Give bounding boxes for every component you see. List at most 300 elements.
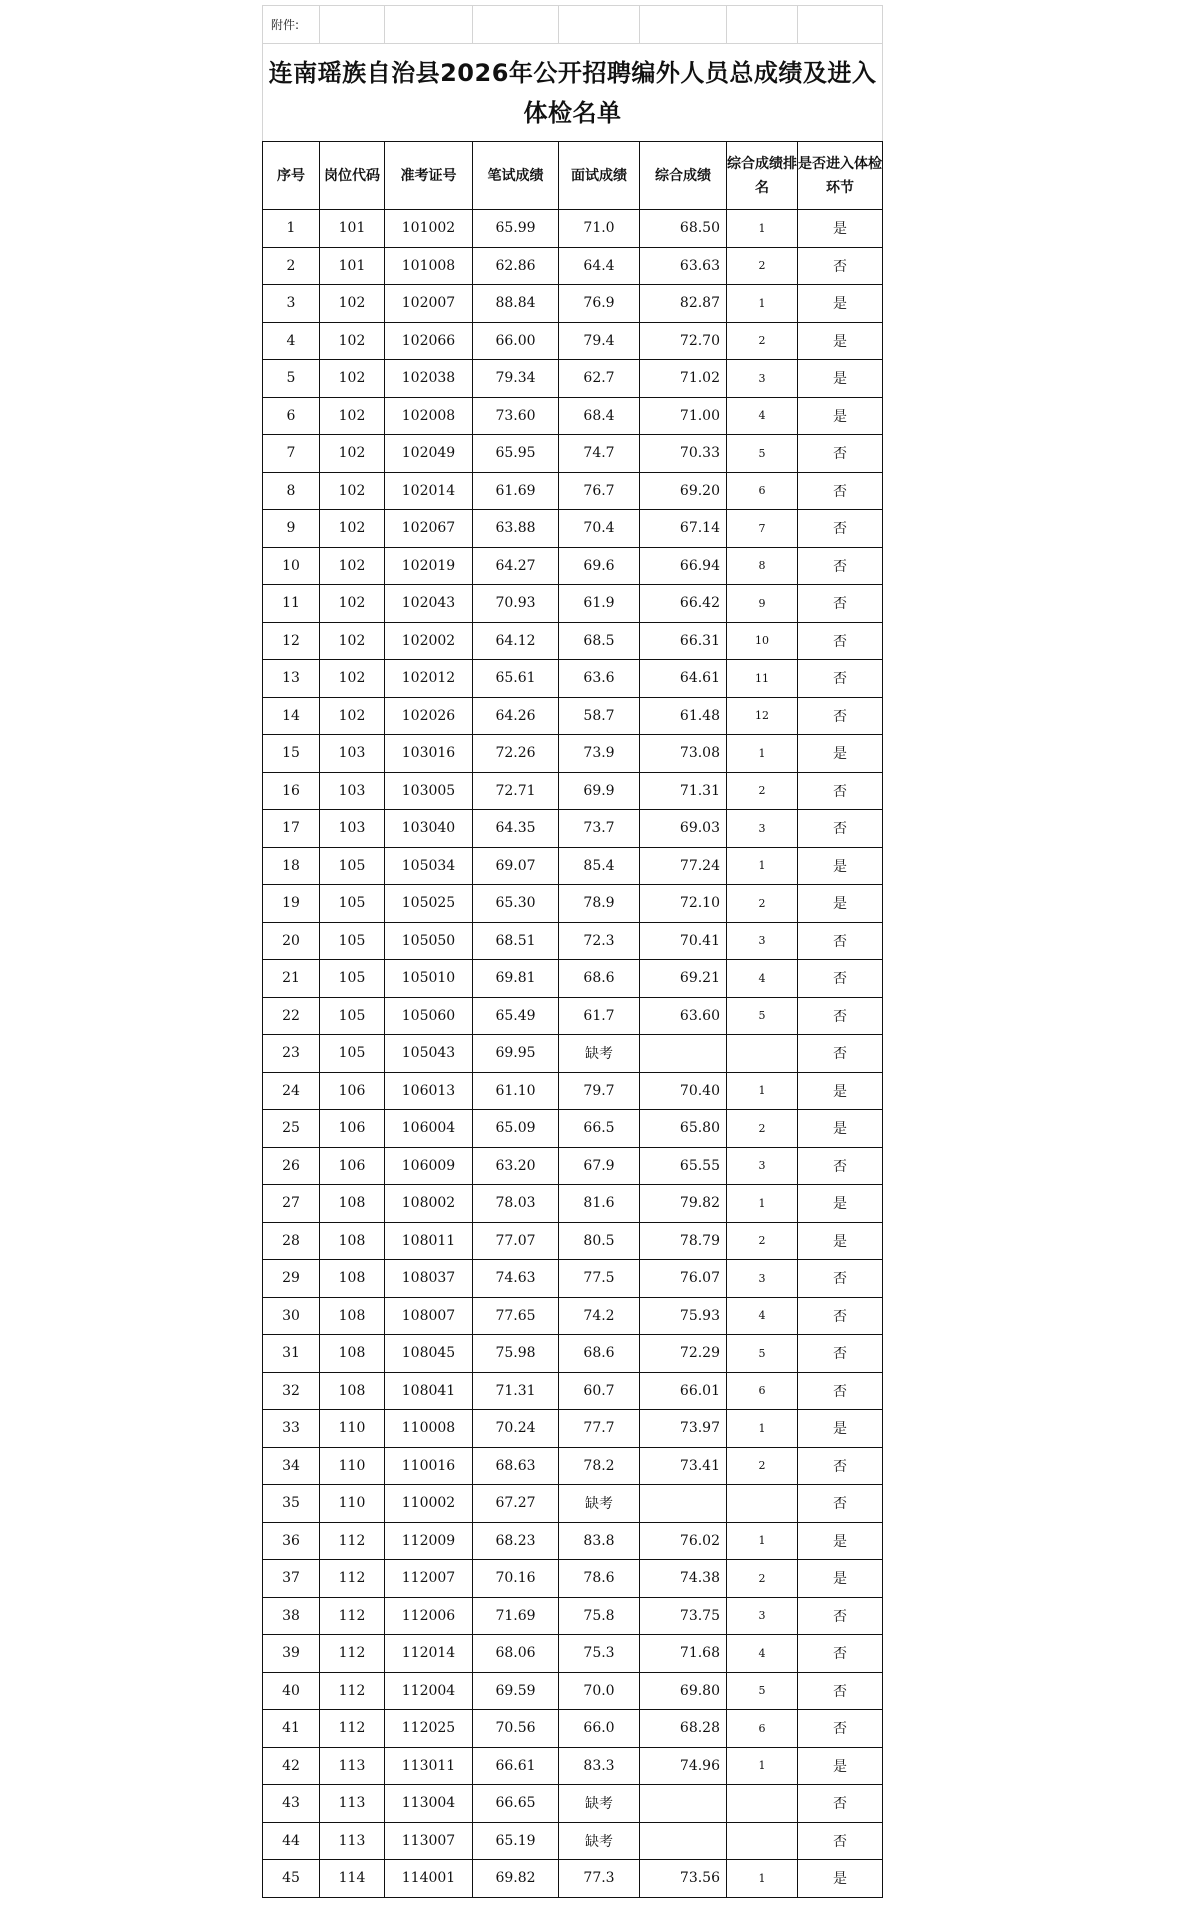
- cell-interview-score: 79.4: [559, 322, 640, 360]
- cell-rank: 4: [727, 1297, 798, 1335]
- cell-rank: 10: [727, 622, 798, 660]
- table-row: [263, 1297, 883, 1335]
- cell-rank: 7: [727, 510, 798, 548]
- cell-no: 1: [263, 210, 320, 248]
- table-row: [263, 585, 883, 623]
- cell-rank: 5: [727, 435, 798, 473]
- cell-interview-score: 74.2: [559, 1297, 640, 1335]
- cell-total-score: 66.31: [640, 622, 727, 660]
- table-row: [263, 1822, 883, 1860]
- cell-ticket-number: 103040: [385, 810, 473, 848]
- table-row: [263, 247, 883, 285]
- cell-medical-check: 否: [798, 810, 883, 848]
- cell-medical-check: 是: [798, 1072, 883, 1110]
- table-row: [263, 960, 883, 998]
- cell-total-score: 72.29: [640, 1335, 727, 1373]
- cell-ticket-number: 106013: [385, 1072, 473, 1110]
- cell-written-score: 63.88: [473, 510, 559, 548]
- cell-no: 34: [263, 1447, 320, 1485]
- cell-interview-score: 60.7: [559, 1372, 640, 1410]
- cell-post-code: 102: [320, 585, 385, 623]
- cell-interview-score: 68.6: [559, 960, 640, 998]
- cell-no: 31: [263, 1335, 320, 1373]
- cell-total-score: 66.42: [640, 585, 727, 623]
- cell-no: 25: [263, 1110, 320, 1148]
- cell-written-score: 72.26: [473, 735, 559, 773]
- table-row: [263, 772, 883, 810]
- cell-ticket-number: 110016: [385, 1447, 473, 1485]
- cell-post-code: 110: [320, 1485, 385, 1523]
- table-row: [263, 322, 883, 360]
- cell-post-code: 103: [320, 735, 385, 773]
- table-row: [263, 1672, 883, 1710]
- cell-interview-score: 缺考: [559, 1822, 640, 1860]
- cell-no: 38: [263, 1597, 320, 1635]
- cell-ticket-number: 102038: [385, 360, 473, 398]
- cell-rank: [727, 1485, 798, 1523]
- cell-post-code: 102: [320, 697, 385, 735]
- cell-written-score: 69.95: [473, 1035, 559, 1073]
- table-row: [263, 847, 883, 885]
- cell-interview-score: 75.8: [559, 1597, 640, 1635]
- cell-ticket-number: 101002: [385, 210, 473, 248]
- cell-interview-score: 73.9: [559, 735, 640, 773]
- cell-medical-check: 否: [798, 472, 883, 510]
- table-row: [263, 1035, 883, 1073]
- cell-post-code: 110: [320, 1410, 385, 1448]
- table-row: [263, 735, 883, 773]
- cell-ticket-number: 105025: [385, 885, 473, 923]
- cell-ticket-number: 108045: [385, 1335, 473, 1373]
- cell-no: 39: [263, 1635, 320, 1673]
- document-header: [263, 6, 883, 142]
- table-row: [263, 697, 883, 735]
- cell-ticket-number: 103016: [385, 735, 473, 773]
- cell-medical-check: 是: [798, 1410, 883, 1448]
- cell-medical-check: 否: [798, 585, 883, 623]
- cell-medical-check: 是: [798, 1860, 883, 1898]
- cell-written-score: 77.65: [473, 1297, 559, 1335]
- cell-rank: 5: [727, 1672, 798, 1710]
- cell-rank: 4: [727, 397, 798, 435]
- cell-post-code: 112: [320, 1560, 385, 1598]
- table-row: [263, 510, 883, 548]
- cell-rank: 3: [727, 1597, 798, 1635]
- cell-post-code: 112: [320, 1710, 385, 1748]
- cell-no: 43: [263, 1785, 320, 1823]
- cell-medical-check: 是: [798, 847, 883, 885]
- cell-interview-score: 83.3: [559, 1747, 640, 1785]
- cell-post-code: 108: [320, 1335, 385, 1373]
- cell-written-score: 69.82: [473, 1860, 559, 1898]
- cell-written-score: 65.99: [473, 210, 559, 248]
- cell-written-score: 72.71: [473, 772, 559, 810]
- cell-post-code: 112: [320, 1522, 385, 1560]
- cell-total-score: 75.93: [640, 1297, 727, 1335]
- cell-no: 12: [263, 622, 320, 660]
- cell-no: 3: [263, 285, 320, 323]
- cell-total-score: 71.31: [640, 772, 727, 810]
- cell-post-code: 102: [320, 360, 385, 398]
- cell-post-code: 102: [320, 322, 385, 360]
- cell-written-score: 69.07: [473, 847, 559, 885]
- cell-total-score: 66.94: [640, 547, 727, 585]
- cell-written-score: 88.84: [473, 285, 559, 323]
- cell-post-code: 101: [320, 210, 385, 248]
- cell-rank: 2: [727, 1222, 798, 1260]
- cell-medical-check: 是: [798, 1222, 883, 1260]
- cell-interview-score: 缺考: [559, 1485, 640, 1523]
- cell-rank: 2: [727, 1560, 798, 1598]
- table-row: [263, 1147, 883, 1185]
- table-row: [263, 1410, 883, 1448]
- cell-ticket-number: 108041: [385, 1372, 473, 1410]
- cell-interview-score: 67.9: [559, 1147, 640, 1185]
- cell-rank: 3: [727, 360, 798, 398]
- cell-rank: 2: [727, 772, 798, 810]
- cell-post-code: 102: [320, 660, 385, 698]
- cell-no: 20: [263, 922, 320, 960]
- cell-post-code: 103: [320, 810, 385, 848]
- table-row: [263, 435, 883, 473]
- cell-post-code: 105: [320, 885, 385, 923]
- cell-no: 29: [263, 1260, 320, 1298]
- cell-no: 11: [263, 585, 320, 623]
- table-row: [263, 472, 883, 510]
- cell-interview-score: 85.4: [559, 847, 640, 885]
- table-row: [263, 1372, 883, 1410]
- cell-interview-score: 68.4: [559, 397, 640, 435]
- cell-no: 7: [263, 435, 320, 473]
- cell-ticket-number: 105050: [385, 922, 473, 960]
- cell-interview-score: 81.6: [559, 1185, 640, 1223]
- cell-ticket-number: 102049: [385, 435, 473, 473]
- table-row: [263, 1747, 883, 1785]
- table-row: [263, 1597, 883, 1635]
- cell-no: 41: [263, 1710, 320, 1748]
- table-row: [263, 397, 883, 435]
- cell-no: 19: [263, 885, 320, 923]
- cell-medical-check: 否: [798, 1447, 883, 1485]
- cell-post-code: 102: [320, 285, 385, 323]
- cell-written-score: 75.98: [473, 1335, 559, 1373]
- cell-ticket-number: 103005: [385, 772, 473, 810]
- empty-cell: [559, 6, 640, 44]
- column-header-total: 综合成绩: [640, 142, 727, 210]
- cell-written-score: 65.49: [473, 997, 559, 1035]
- cell-total-score: 70.33: [640, 435, 727, 473]
- cell-post-code: 112: [320, 1597, 385, 1635]
- cell-total-score: 69.80: [640, 1672, 727, 1710]
- cell-no: 35: [263, 1485, 320, 1523]
- cell-medical-check: 否: [798, 1822, 883, 1860]
- table-row: [263, 1860, 883, 1898]
- cell-rank: 4: [727, 1635, 798, 1673]
- cell-interview-score: 64.4: [559, 247, 640, 285]
- cell-medical-check: 是: [798, 1185, 883, 1223]
- cell-post-code: 102: [320, 622, 385, 660]
- cell-post-code: 108: [320, 1185, 385, 1223]
- cell-no: 13: [263, 660, 320, 698]
- cell-interview-score: 71.0: [559, 210, 640, 248]
- table-row: [263, 885, 883, 923]
- cell-ticket-number: 110002: [385, 1485, 473, 1523]
- table-row: [263, 1560, 883, 1598]
- cell-ticket-number: 112004: [385, 1672, 473, 1710]
- cell-interview-score: 77.3: [559, 1860, 640, 1898]
- cell-no: 15: [263, 735, 320, 773]
- cell-written-score: 70.24: [473, 1410, 559, 1448]
- cell-ticket-number: 102067: [385, 510, 473, 548]
- cell-total-score: 77.24: [640, 847, 727, 885]
- cell-total-score: 63.60: [640, 997, 727, 1035]
- cell-total-score: 68.28: [640, 1710, 727, 1748]
- attachment-label: 附件:: [263, 6, 320, 44]
- cell-interview-score: 66.5: [559, 1110, 640, 1148]
- cell-rank: 1: [727, 1185, 798, 1223]
- cell-total-score: 65.80: [640, 1110, 727, 1148]
- title-cell: [263, 44, 883, 142]
- cell-ticket-number: 108037: [385, 1260, 473, 1298]
- cell-interview-score: 63.6: [559, 660, 640, 698]
- cell-ticket-number: 101008: [385, 247, 473, 285]
- table-row: [263, 1522, 883, 1560]
- cell-post-code: 114: [320, 1860, 385, 1898]
- cell-no: 37: [263, 1560, 320, 1598]
- cell-post-code: 112: [320, 1635, 385, 1673]
- cell-medical-check: 否: [798, 1635, 883, 1673]
- cell-rank: [727, 1822, 798, 1860]
- cell-total-score: 70.40: [640, 1072, 727, 1110]
- cell-ticket-number: 102007: [385, 285, 473, 323]
- table-row: [263, 622, 883, 660]
- cell-written-score: 79.34: [473, 360, 559, 398]
- cell-medical-check: 否: [798, 622, 883, 660]
- cell-no: 17: [263, 810, 320, 848]
- cell-written-score: 78.03: [473, 1185, 559, 1223]
- table-row: [263, 1335, 883, 1373]
- cell-written-score: 70.93: [473, 585, 559, 623]
- table-row: [263, 1710, 883, 1748]
- cell-interview-score: 72.3: [559, 922, 640, 960]
- column-header-medical: 是否进入体检环节: [798, 142, 883, 210]
- cell-medical-check: 是: [798, 1522, 883, 1560]
- table-row: [263, 1110, 883, 1148]
- cell-rank: 3: [727, 1147, 798, 1185]
- cell-written-score: 66.61: [473, 1747, 559, 1785]
- cell-no: 32: [263, 1372, 320, 1410]
- cell-written-score: 68.51: [473, 922, 559, 960]
- table-row: [263, 1785, 883, 1823]
- table-row: [263, 922, 883, 960]
- cell-written-score: 61.69: [473, 472, 559, 510]
- cell-no: 2: [263, 247, 320, 285]
- table-row: [263, 660, 883, 698]
- cell-total-score: 66.01: [640, 1372, 727, 1410]
- cell-total-score: 67.14: [640, 510, 727, 548]
- empty-cell: [798, 6, 883, 44]
- cell-rank: 1: [727, 735, 798, 773]
- cell-written-score: 64.12: [473, 622, 559, 660]
- cell-rank: [727, 1035, 798, 1073]
- cell-ticket-number: 114001: [385, 1860, 473, 1898]
- cell-written-score: 69.81: [473, 960, 559, 998]
- cell-written-score: 65.30: [473, 885, 559, 923]
- cell-total-score: 82.87: [640, 285, 727, 323]
- cell-interview-score: 61.7: [559, 997, 640, 1035]
- cell-medical-check: 是: [798, 397, 883, 435]
- cell-ticket-number: 108011: [385, 1222, 473, 1260]
- cell-ticket-number: 102002: [385, 622, 473, 660]
- cell-rank: 2: [727, 1110, 798, 1148]
- cell-rank: 1: [727, 1860, 798, 1898]
- cell-written-score: 65.09: [473, 1110, 559, 1148]
- cell-written-score: 68.63: [473, 1447, 559, 1485]
- cell-interview-score: 58.7: [559, 697, 640, 735]
- column-header-interview: 面试成绩: [559, 142, 640, 210]
- cell-rank: [727, 1785, 798, 1823]
- cell-post-code: 113: [320, 1785, 385, 1823]
- empty-cell: [473, 6, 559, 44]
- cell-medical-check: 否: [798, 510, 883, 548]
- cell-rank: 1: [727, 1410, 798, 1448]
- cell-no: 9: [263, 510, 320, 548]
- cell-interview-score: 73.7: [559, 810, 640, 848]
- cell-ticket-number: 105043: [385, 1035, 473, 1073]
- cell-medical-check: 是: [798, 210, 883, 248]
- cell-post-code: 106: [320, 1072, 385, 1110]
- cell-total-score: 74.38: [640, 1560, 727, 1598]
- cell-no: 28: [263, 1222, 320, 1260]
- cell-post-code: 106: [320, 1147, 385, 1185]
- table-row: [263, 1222, 883, 1260]
- cell-written-score: 61.10: [473, 1072, 559, 1110]
- cell-rank: 3: [727, 922, 798, 960]
- cell-post-code: 102: [320, 397, 385, 435]
- table-row: [263, 1185, 883, 1223]
- cell-no: 40: [263, 1672, 320, 1710]
- cell-no: 8: [263, 472, 320, 510]
- cell-post-code: 112: [320, 1672, 385, 1710]
- cell-medical-check: 否: [798, 922, 883, 960]
- results-table: [262, 5, 883, 1898]
- cell-medical-check: 否: [798, 1260, 883, 1298]
- cell-total-score: [640, 1485, 727, 1523]
- cell-no: 42: [263, 1747, 320, 1785]
- column-header-written: 笔试成绩: [473, 142, 559, 210]
- cell-medical-check: 否: [798, 660, 883, 698]
- cell-interview-score: 69.9: [559, 772, 640, 810]
- cell-no: 33: [263, 1410, 320, 1448]
- cell-ticket-number: 105060: [385, 997, 473, 1035]
- cell-post-code: 105: [320, 922, 385, 960]
- cell-medical-check: 是: [798, 1747, 883, 1785]
- cell-ticket-number: 102012: [385, 660, 473, 698]
- cell-total-score: 73.56: [640, 1860, 727, 1898]
- cell-rank: 1: [727, 285, 798, 323]
- cell-written-score: 63.20: [473, 1147, 559, 1185]
- cell-rank: 2: [727, 885, 798, 923]
- cell-medical-check: 是: [798, 322, 883, 360]
- cell-interview-score: 62.7: [559, 360, 640, 398]
- cell-ticket-number: 113007: [385, 1822, 473, 1860]
- cell-rank: 2: [727, 322, 798, 360]
- attachment-row: [263, 6, 883, 44]
- cell-rank: 9: [727, 585, 798, 623]
- cell-ticket-number: 108007: [385, 1297, 473, 1335]
- cell-rank: 6: [727, 1710, 798, 1748]
- cell-total-score: 74.96: [640, 1747, 727, 1785]
- column-header-no: 序号: [263, 142, 320, 210]
- cell-ticket-number: 108002: [385, 1185, 473, 1223]
- cell-no: 6: [263, 397, 320, 435]
- column-header-ticket: 准考证号: [385, 142, 473, 210]
- cell-interview-score: 78.6: [559, 1560, 640, 1598]
- cell-written-score: 66.00: [473, 322, 559, 360]
- table-row: [263, 1485, 883, 1523]
- cell-rank: 1: [727, 1522, 798, 1560]
- cell-total-score: 73.41: [640, 1447, 727, 1485]
- cell-medical-check: 否: [798, 1785, 883, 1823]
- cell-post-code: 113: [320, 1747, 385, 1785]
- cell-written-score: 71.31: [473, 1372, 559, 1410]
- cell-ticket-number: 105034: [385, 847, 473, 885]
- cell-total-score: [640, 1035, 727, 1073]
- results-grid: [263, 142, 883, 1898]
- cell-ticket-number: 112006: [385, 1597, 473, 1635]
- cell-post-code: 108: [320, 1372, 385, 1410]
- cell-rank: 1: [727, 1072, 798, 1110]
- empty-cell: [385, 6, 473, 44]
- cell-written-score: 65.61: [473, 660, 559, 698]
- cell-medical-check: 是: [798, 885, 883, 923]
- table-row: [263, 1072, 883, 1110]
- cell-medical-check: 是: [798, 1560, 883, 1598]
- cell-written-score: 68.06: [473, 1635, 559, 1673]
- cell-interview-score: 70.4: [559, 510, 640, 548]
- cell-post-code: 105: [320, 997, 385, 1035]
- cell-post-code: 106: [320, 1110, 385, 1148]
- cell-written-score: 64.26: [473, 697, 559, 735]
- cell-medical-check: 是: [798, 285, 883, 323]
- cell-total-score: 69.21: [640, 960, 727, 998]
- cell-post-code: 103: [320, 772, 385, 810]
- table-row: [263, 1447, 883, 1485]
- cell-interview-score: 80.5: [559, 1222, 640, 1260]
- cell-medical-check: 否: [798, 247, 883, 285]
- cell-total-score: 63.63: [640, 247, 727, 285]
- table-row: [263, 810, 883, 848]
- cell-post-code: 110: [320, 1447, 385, 1485]
- cell-no: 22: [263, 997, 320, 1035]
- cell-total-score: 73.97: [640, 1410, 727, 1448]
- cell-no: 4: [263, 322, 320, 360]
- table-row: [263, 997, 883, 1035]
- cell-total-score: 76.02: [640, 1522, 727, 1560]
- cell-rank: 2: [727, 1447, 798, 1485]
- cell-ticket-number: 102019: [385, 547, 473, 585]
- cell-medical-check: 否: [798, 1372, 883, 1410]
- cell-total-score: 72.10: [640, 885, 727, 923]
- cell-post-code: 108: [320, 1260, 385, 1298]
- cell-post-code: 102: [320, 510, 385, 548]
- cell-post-code: 105: [320, 960, 385, 998]
- cell-medical-check: 否: [798, 772, 883, 810]
- cell-medical-check: 否: [798, 1710, 883, 1748]
- cell-medical-check: 否: [798, 997, 883, 1035]
- cell-rank: 3: [727, 1260, 798, 1298]
- cell-interview-score: 77.7: [559, 1410, 640, 1448]
